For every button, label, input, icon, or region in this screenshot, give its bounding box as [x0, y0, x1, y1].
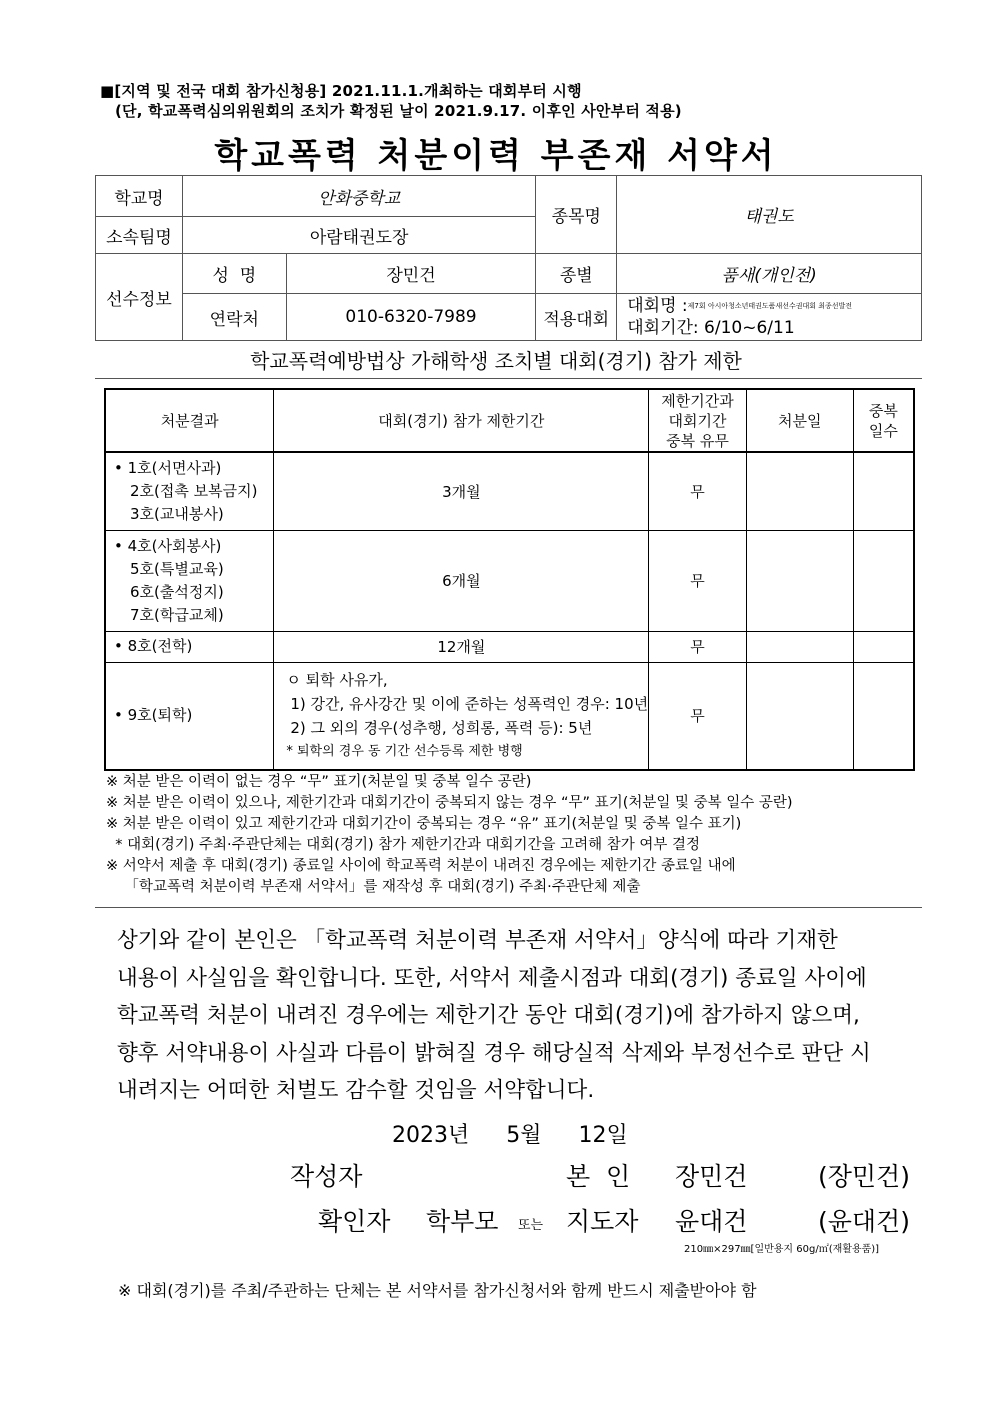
contact-label: 연락처 [182, 294, 286, 341]
header-period: 대회(경기) 참가 제한기간 [274, 389, 649, 452]
table-row [105, 662, 914, 770]
confirmer-name: 윤대건 [675, 1207, 748, 1236]
competition-name-value: 제7회 아시아청소년태권도품새선수권대회 최종선발전 [687, 302, 853, 310]
notice-line-2: (단, 학교폭력심의위원회의 조치가 확정된 날이 2021.9.17. 이후인 사안부터 적용) [115, 102, 682, 120]
competition-period-label: 대회기간: [627, 318, 699, 338]
school-value: 안화중학교 [182, 176, 535, 217]
applied-competition-label: 적용대회 [536, 294, 617, 341]
team-value: 아람태권도장 [182, 217, 535, 254]
writer-name: 장민건 [675, 1162, 748, 1191]
writer-label: 작성자 [290, 1162, 363, 1191]
sport-value: 태권도 [617, 176, 922, 254]
note-item: 「학교폭력 처분이력 부존재 서약서」를 재작성 후 대회(경기) 주최·주관단체 제출 [106, 879, 641, 895]
period-cell: 6개월 [274, 530, 649, 631]
notice-line-1: ■[지역 및 전국 대회 참가신청용] 2021.11.1.개최하는 대회부터 시행 [100, 82, 582, 100]
pledge-line: 내려지는 어떠한 처벌도 감수할 것임을 서약합니다. [117, 1078, 595, 1103]
note-item: ※ 서약서 제출 후 대회(경기) 종료일 사이에 학교폭력 처분이 내려진 경우에는 제한기간 종료일 내에 [106, 858, 736, 874]
confirmer-label: 확인자 [318, 1207, 391, 1236]
date-year: 2023년 [392, 1123, 470, 1148]
competition-period-value: 6/10~6/11 [704, 318, 795, 338]
days-cell [853, 530, 914, 631]
self-label: 본 인 [566, 1162, 631, 1191]
school-label: 학교명 [96, 176, 183, 217]
applicant-info-table [95, 175, 922, 341]
note-item: ※ 처분 받은 이력이 있으나, 제한기간과 대회기간이 중복되지 않는 경우 “무” 표기(처분일 및 중복 일수 공란) [106, 795, 793, 811]
event-label: 종별 [536, 254, 617, 294]
divider-bottom [95, 907, 922, 908]
sport-label: 종목명 [536, 176, 617, 254]
overlap-cell: 무 [649, 631, 746, 662]
section-title: 학교폭력예방법상 가해학생 조치별 대회(경기) 참가 제한 [250, 349, 742, 373]
header-date: 처분일 [746, 389, 853, 452]
name-label: 성 명 [182, 254, 286, 294]
result-cell: • 4호(사회봉사) 5호(특별교육) 6호(출석정지) 7호(학급교체) [105, 530, 274, 631]
document-title: 학교폭력 처분이력 부존재 서약서 [214, 136, 778, 176]
pledge-line: 학교폭력 처분이 내려진 경우에는 제한기간 동안 대회(경기)에 참가하지 않으며, [117, 1003, 860, 1028]
contact-value: 010-6320-7989 [286, 294, 536, 341]
header-days: 중복 일수 [853, 389, 914, 452]
date-cell [746, 452, 853, 530]
header-overlap: 제한기간과 대회기간 중복 유무 [649, 389, 746, 452]
result-cell: • 9호(퇴학) [105, 662, 274, 770]
result-cell: • 8호(전학) [105, 631, 274, 662]
date-month: 5월 [506, 1123, 542, 1148]
table-row [105, 452, 914, 530]
player-info-label: 선수정보 [96, 254, 183, 341]
note-item: * 대회(경기) 주최·주관단체는 대회(경기) 참가 제한기간과 대회기간을 고려해 참가 여부 결정 [106, 837, 701, 853]
divider-top [95, 378, 922, 379]
competition-cell [617, 294, 922, 341]
notes-block [106, 772, 793, 898]
confirmer-sign: (윤대건) [818, 1207, 910, 1236]
parent-label: 학부모 [426, 1207, 499, 1236]
date-cell [746, 530, 853, 631]
period-cell: 12개월 [274, 631, 649, 662]
date-cell [746, 631, 853, 662]
note-item: ※ 처분 받은 이력이 있고 제한기간과 대회기간이 중복되는 경우 “유” 표기(처분일 및 중복 일수 표기) [106, 816, 742, 832]
event-value: 품새(개인전) [617, 254, 922, 294]
disposition-table [104, 388, 915, 771]
overlap-cell: 무 [649, 452, 746, 530]
pledge-date [392, 1118, 628, 1149]
header-result: 처분결과 [105, 389, 274, 452]
name-value: 장민건 [286, 254, 536, 294]
date-cell [746, 662, 853, 770]
coach-label: 지도자 [566, 1207, 639, 1236]
writer-sign: (장민건) [818, 1162, 910, 1191]
days-cell [853, 631, 914, 662]
overlap-cell: 무 [649, 662, 746, 770]
days-cell [853, 662, 914, 770]
days-cell [853, 452, 914, 530]
pledge-body [117, 922, 907, 1110]
table-row [105, 530, 914, 631]
period-cell: 3개월 [274, 452, 649, 530]
team-label: 소속팀명 [96, 217, 183, 254]
pledge-line: 상기와 같이 본인은 「학교폭력 처분이력 부존재 서약서」양식에 따라 기재한 [117, 928, 838, 953]
table-row [105, 631, 914, 662]
footer-note: ※ 대회(경기)를 주최/주관하는 단체는 본 서약서를 참가신청서와 함께 반드시 제출받아야 함 [118, 1281, 757, 1300]
overlap-cell: 무 [649, 530, 746, 631]
paper-spec: 210㎜×297㎜[일반용지 60g/㎡(재활용품)] [684, 1244, 880, 1255]
competition-name-label: 대회명 : [627, 296, 688, 316]
pledge-line: 향후 서약내용이 사실과 다름이 밝혀질 경우 해당실적 삭제와 부정선수로 판단 시 [117, 1040, 871, 1066]
note-item: ※ 처분 받은 이력이 없는 경우 “무” 표기(처분일 및 중복 일수 공란) [106, 774, 532, 790]
period-cell: ㅇ 퇴학 사유가, 1) 강간, 유사강간 및 이에 준하는 성폭력인 경우: 10년 2) 그 외의 경우(성추행, 성희롱, 폭력 등): 5년 * 퇴학의 경우 동 기간 선수등록 제한 병행 [274, 662, 649, 770]
or-label: 또는 [518, 1218, 544, 1233]
result-cell: • 1호(서면사과) 2호(접촉 보복금지) 3호(교내봉사) [105, 452, 274, 530]
date-day: 12일 [578, 1123, 628, 1148]
pledge-line: 내용이 사실임을 확인합니다. 또한, 서약서 제출시점과 대회(경기) 종료일 사이에 [117, 965, 867, 991]
